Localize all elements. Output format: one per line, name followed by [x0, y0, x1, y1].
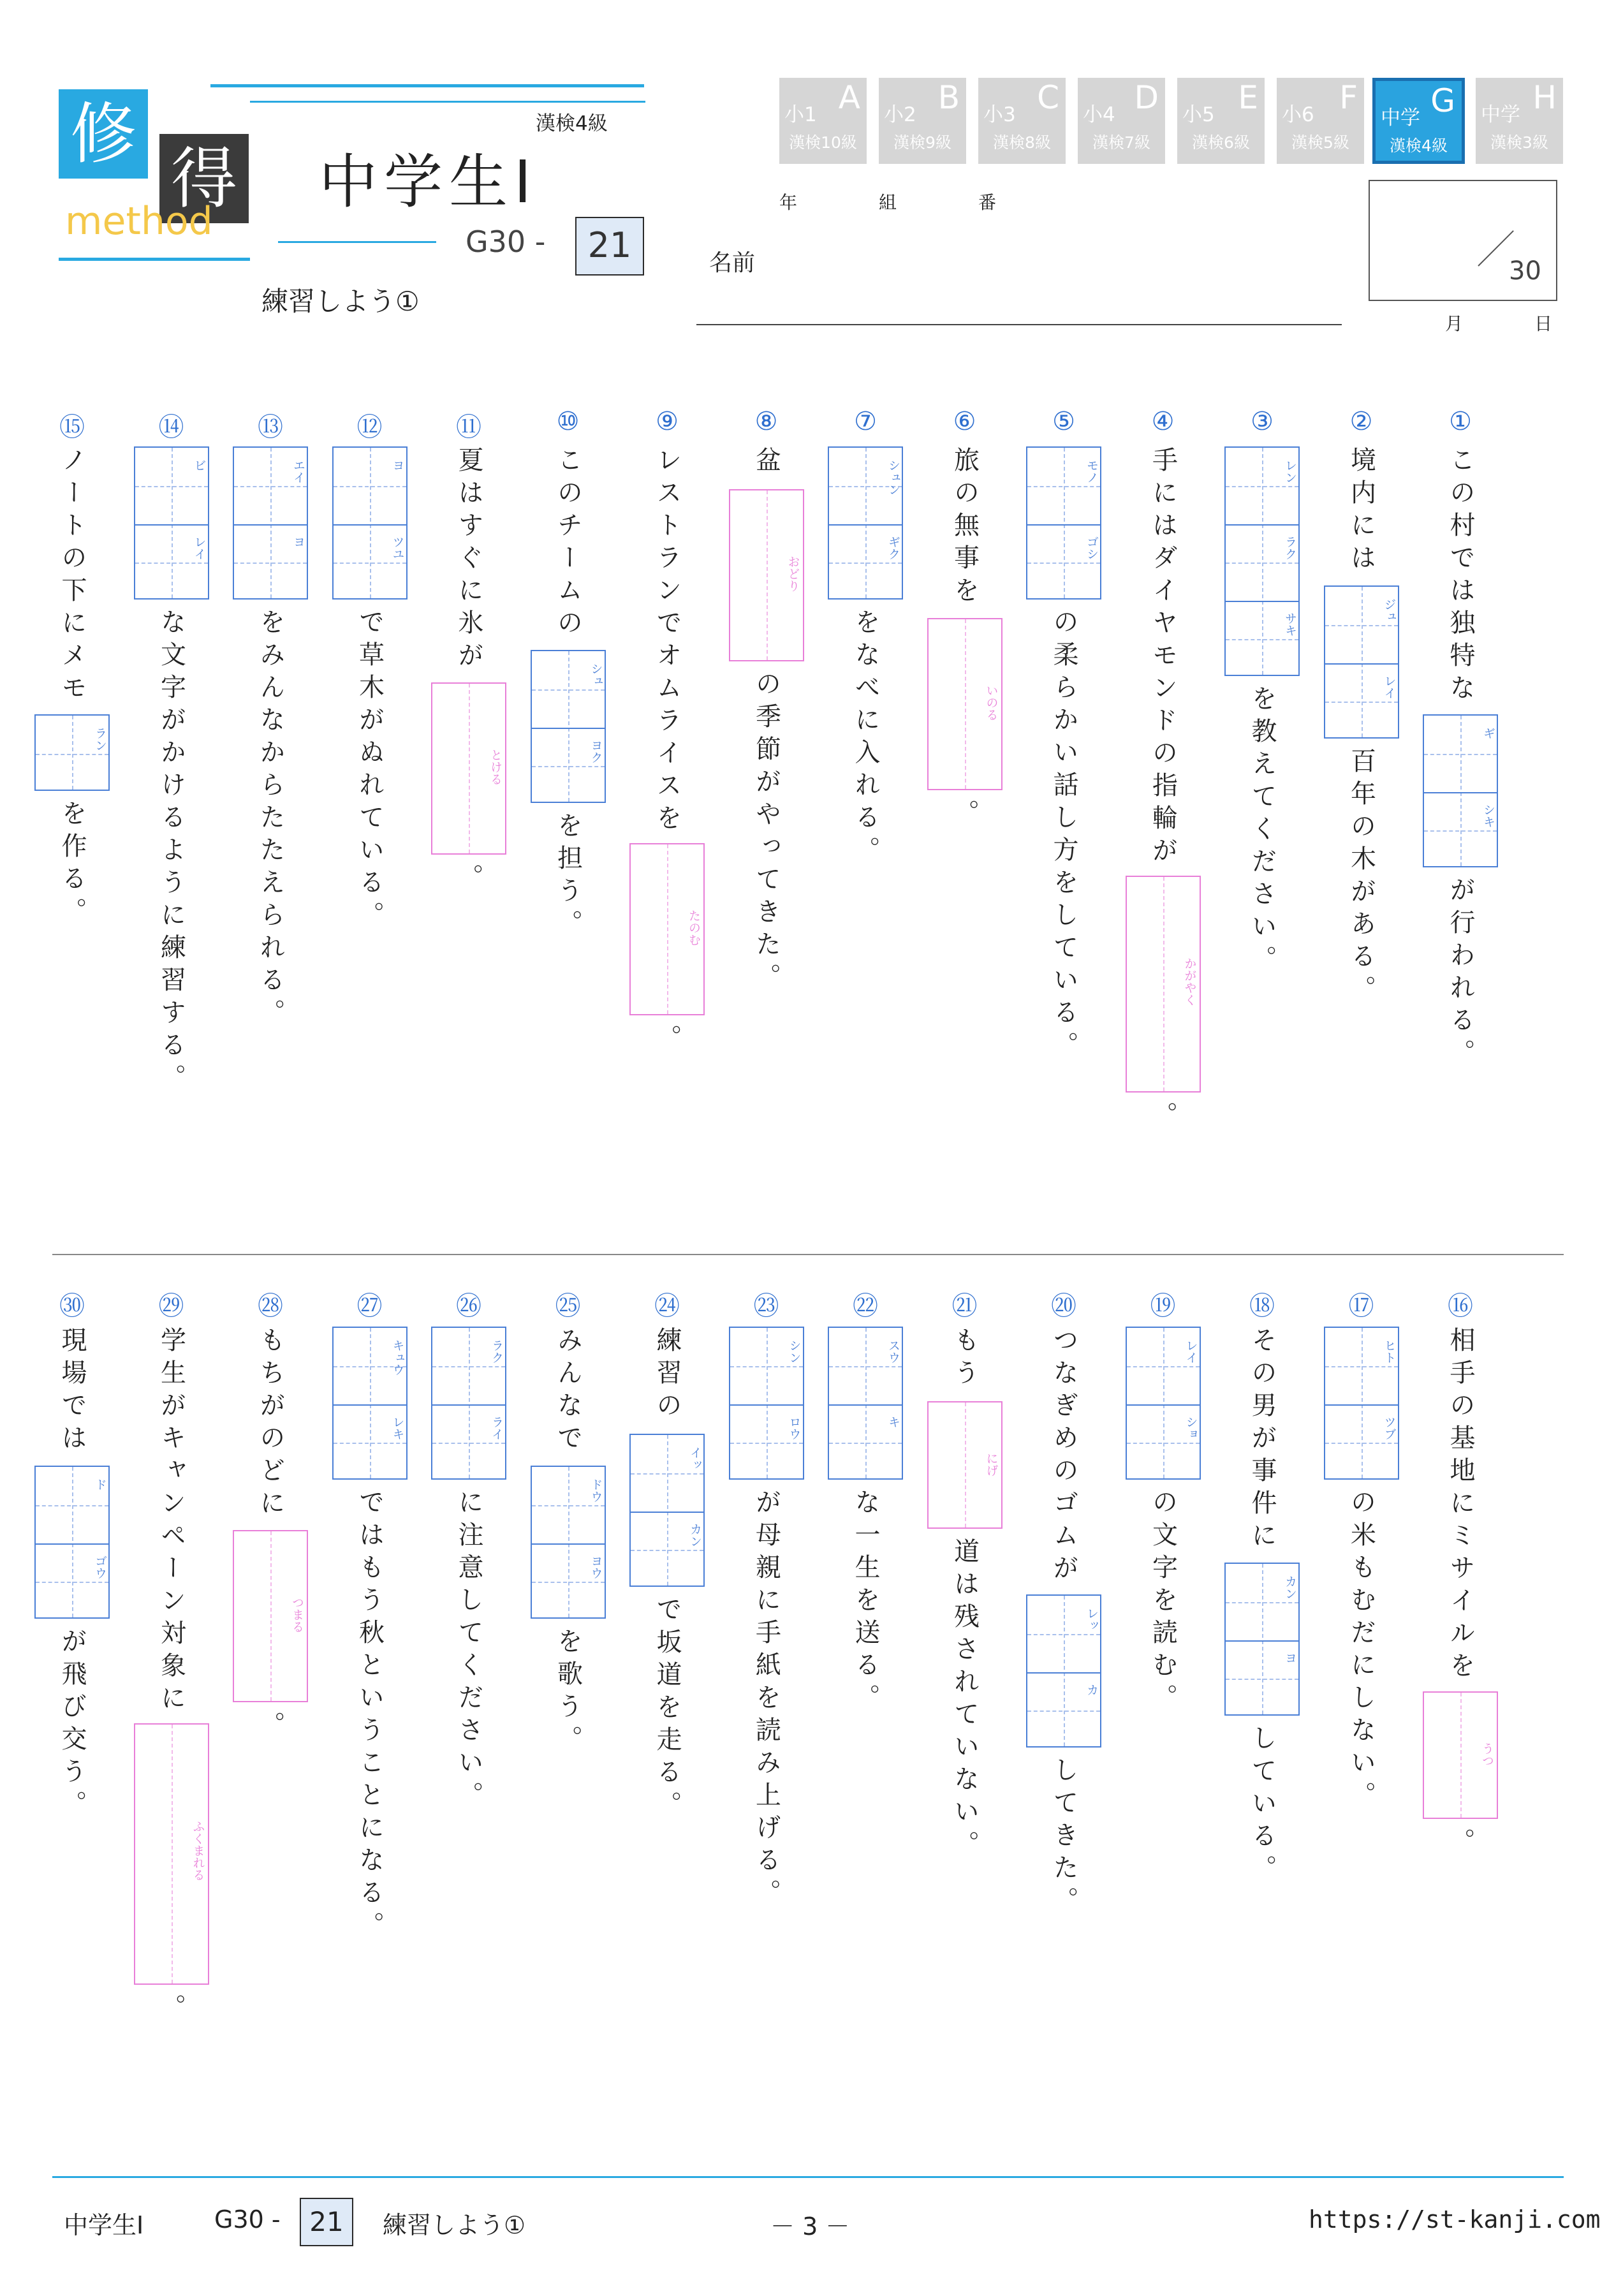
question-number: ⑯ — [1448, 1292, 1473, 1321]
header-rule-top-2 — [250, 101, 645, 103]
answer-box-kanji[interactable] — [233, 446, 308, 600]
cell-divider — [532, 728, 605, 729]
guide-line — [334, 486, 406, 487]
cell-divider — [730, 1404, 803, 1406]
guide-line — [432, 1443, 505, 1444]
reading-hint: レイ — [1382, 675, 1397, 699]
question-number: ㉖ — [456, 1292, 481, 1321]
reading-hint: ド — [93, 1478, 107, 1490]
question-text-before: 練習の — [652, 1327, 682, 1424]
question-text-after: 百年の木がある。 — [1346, 747, 1376, 1008]
cell-divider — [1424, 792, 1497, 793]
reading-hint: にげ — [984, 1452, 999, 1476]
answer-box-kanji[interactable] — [531, 1466, 606, 1619]
cell-divider — [1226, 524, 1298, 526]
guide-line — [1325, 1366, 1398, 1367]
guide-line — [1027, 486, 1100, 487]
guide-line — [865, 1328, 867, 1478]
guide-line — [135, 486, 208, 487]
reading-hint: たのむ — [687, 909, 701, 946]
guide-line — [469, 684, 470, 853]
worksheet-subtitle: 練習しよう① — [261, 286, 420, 317]
guide-line — [135, 563, 208, 564]
guide-line — [172, 1725, 173, 1983]
question-number: ㉘ — [258, 1292, 283, 1321]
cell-divider — [1127, 1404, 1200, 1406]
reading-hint: レン — [1283, 459, 1297, 483]
guide-line — [532, 766, 605, 767]
question-text-after: をみんなからたたえられる。 — [256, 608, 285, 1031]
question-number: ㉒ — [853, 1292, 878, 1321]
question-text-after: な文字がかけるように練習する。 — [156, 608, 186, 1096]
reading-hint: ヨウ — [589, 1555, 603, 1579]
guide-line — [1424, 830, 1497, 832]
question-text-after: が母親に手紙を読み上げる。 — [751, 1489, 781, 1911]
cell-divider — [1325, 663, 1398, 665]
guide-line — [270, 1531, 272, 1701]
guide-line — [36, 1582, 108, 1583]
answer-box-kana[interactable] — [233, 1530, 308, 1702]
question-text-before: この村では独特な — [1446, 446, 1475, 707]
reading-hint: ツユ — [390, 536, 405, 560]
question-text-after: に注意してください。 — [454, 1489, 483, 1814]
month-label: 月 — [1445, 313, 1464, 334]
reading-hint: レイ — [192, 536, 207, 560]
reading-hint: ジュ — [1382, 598, 1397, 622]
guide-line — [1064, 448, 1065, 598]
reading-hint: うつ — [1480, 1742, 1494, 1767]
question-text-after: が飛び交う。 — [57, 1628, 87, 1823]
cell-divider — [1226, 1640, 1298, 1642]
guide-line — [865, 448, 867, 598]
name-field[interactable] — [696, 324, 1342, 325]
answer-box-kanji[interactable] — [1224, 446, 1300, 676]
class-label: 組 — [879, 192, 897, 213]
reading-hint: レキ — [390, 1416, 405, 1440]
reading-hint: ヨ — [390, 459, 405, 471]
question-number: ① — [1449, 407, 1472, 436]
reading-hint: スウ — [886, 1339, 900, 1364]
question-number: ㉙ — [158, 1292, 184, 1321]
guide-line — [1262, 448, 1263, 675]
question-number: ④ — [1151, 407, 1175, 436]
guide-line — [1163, 1328, 1164, 1478]
guide-line — [829, 563, 902, 564]
guide-line — [829, 1443, 902, 1444]
reading-hint: ギク — [886, 536, 900, 560]
question-number: ⑥ — [953, 407, 976, 436]
guide-line — [1226, 563, 1298, 564]
question-number: ⑮ — [59, 413, 85, 442]
guide-line — [36, 754, 108, 755]
question-text-after: 。 — [950, 798, 980, 832]
reading-hint: ラク — [1283, 536, 1297, 560]
guide-line — [667, 1435, 668, 1586]
answer-box-kanji[interactable] — [34, 1466, 110, 1619]
grade-tab-a[interactable]: 小1 A 漢検10級 — [779, 78, 867, 164]
code-number: 21 — [575, 217, 644, 276]
cell-divider — [36, 1543, 108, 1545]
reading-hint: キ — [886, 1416, 900, 1428]
question-text-before: レストランでオムライスを — [652, 446, 682, 837]
question-text-after: 。 — [256, 1711, 285, 1744]
guide-line — [767, 1328, 768, 1478]
question-text-after: ではもう秋ということになる。 — [355, 1489, 385, 1944]
guide-line — [1064, 1596, 1065, 1746]
question-number: ⑪ — [456, 413, 481, 442]
question-text-before: 盆 — [751, 446, 781, 479]
question-number: ㉓ — [753, 1292, 779, 1321]
reading-hint: シン — [787, 1339, 802, 1364]
question-text-before: 境内には — [1346, 446, 1376, 577]
question-text-after: な一生を送る。 — [851, 1489, 880, 1716]
guide-line — [631, 1550, 703, 1551]
guide-line — [234, 486, 307, 487]
reading-hint: シュン — [886, 459, 900, 496]
reading-hint: シキ — [1481, 804, 1495, 828]
reading-hint: キュウ — [390, 1339, 405, 1376]
score-total: 30 — [1509, 256, 1541, 286]
question-number: ㉕ — [555, 1292, 581, 1321]
answer-box-kanji[interactable] — [1324, 1327, 1399, 1480]
question-number: ② — [1349, 407, 1373, 436]
grade-tab-f[interactable]: 小6 F 漢検5級 — [1277, 78, 1364, 164]
score-box[interactable] — [1369, 180, 1557, 301]
guide-line — [1424, 754, 1497, 755]
reading-hint: ラク — [490, 1339, 504, 1364]
answer-box-kanji[interactable] — [629, 1434, 705, 1587]
grade-tab-b[interactable]: 小2 B 漢検9級 — [879, 78, 966, 164]
answer-box-kanji[interactable] — [729, 1327, 804, 1480]
number-label: 番 — [978, 192, 997, 213]
reading-hint: かがやく — [1182, 957, 1197, 1006]
question-text-after: を歌う。 — [553, 1628, 583, 1758]
question-text-before: もう — [950, 1327, 980, 1392]
reading-hint: ヨ — [291, 536, 305, 548]
answer-box-kanji[interactable] — [332, 1327, 408, 1480]
logo-char-1: 修 — [59, 89, 148, 179]
guide-line — [1325, 625, 1398, 626]
grade-tab-h[interactable]: 中学 H 漢検3級 — [1476, 78, 1563, 164]
answer-box-kana[interactable] — [629, 843, 705, 1015]
cell-divider — [1226, 601, 1298, 602]
answer-box-kanji[interactable] — [531, 650, 606, 803]
question-number: ⑤ — [1052, 407, 1075, 436]
guide-line — [270, 448, 272, 598]
guide-line — [730, 1366, 803, 1367]
guide-line — [432, 1366, 505, 1367]
question-number: ⑬ — [258, 413, 283, 442]
question-number: ⑳ — [1051, 1292, 1076, 1321]
reading-hint: ロウ — [787, 1416, 802, 1440]
question-text-before: もちがのどに — [256, 1327, 285, 1522]
question-number: ⑧ — [754, 407, 778, 436]
question-text-after: をなべに入れる。 — [851, 608, 880, 869]
section-divider — [52, 1254, 1564, 1255]
answer-box-kanji[interactable] — [1026, 446, 1101, 600]
guide-line — [1262, 1564, 1263, 1714]
question-text-after: 。 — [1148, 1101, 1178, 1134]
reading-hint: おどり — [786, 555, 800, 592]
code-prefix: G30 - — [466, 224, 546, 259]
guide-line — [1226, 1602, 1298, 1603]
question-text-before: 学生がキャンペーン対象に — [156, 1327, 186, 1717]
guide-line — [767, 490, 768, 660]
guide-line — [370, 448, 371, 598]
answer-box-kanji[interactable] — [828, 446, 903, 600]
question-number: ⑲ — [1150, 1292, 1176, 1321]
cell-divider — [829, 524, 902, 526]
reading-hint: ラン — [93, 727, 107, 751]
question-number: ㉗ — [356, 1292, 383, 1321]
guide-line — [1127, 1443, 1200, 1444]
question-number: ⑩ — [556, 407, 580, 436]
question-text-before: みんなで — [553, 1327, 583, 1457]
reading-hint: イッ — [688, 1446, 702, 1471]
cell-divider — [334, 524, 406, 526]
question-number: ㉚ — [59, 1292, 85, 1321]
reading-hint: とける — [488, 748, 503, 785]
question-number: ③ — [1251, 407, 1274, 436]
reading-hint: ビ — [192, 459, 207, 471]
question-number: ⑱ — [1249, 1292, 1275, 1321]
guide-line — [334, 1443, 406, 1444]
question-text-after: を教えてください。 — [1247, 685, 1277, 978]
grade-tab-g[interactable]: 中学 G 漢検4級 — [1372, 78, 1465, 164]
reading-hint: ドウ — [589, 1478, 603, 1503]
question-text-after: の季節がやってきた。 — [751, 670, 781, 996]
grade-tab-e[interactable]: 小5 E 漢検6級 — [1177, 78, 1265, 164]
reading-hint: カン — [1283, 1575, 1297, 1600]
reading-hint: ふくまれる — [191, 1820, 205, 1881]
guide-line — [568, 651, 569, 802]
answer-box-kanji[interactable] — [431, 1327, 506, 1480]
cell-divider — [1325, 1404, 1398, 1406]
reading-hint: エイ — [291, 459, 305, 483]
cell-divider — [532, 1543, 605, 1545]
guide-line — [1362, 587, 1363, 737]
guide-line — [667, 844, 668, 1014]
question-number: ⑫ — [356, 413, 383, 442]
page-number: － 3 － — [770, 2212, 850, 2241]
guide-line — [1127, 1366, 1200, 1367]
reading-hint: カ — [1085, 1684, 1099, 1696]
guide-line — [568, 1467, 569, 1617]
question-text-before: このチームの — [553, 446, 583, 642]
question-number: ⑰ — [1348, 1292, 1374, 1321]
question-text-after: で草木がぬれている。 — [355, 608, 385, 934]
footer-title: 中学生Ⅰ — [64, 2211, 144, 2239]
answer-box-kana[interactable] — [431, 682, 506, 855]
guide-line — [1325, 702, 1398, 703]
guide-line — [72, 716, 73, 790]
cell-divider — [631, 1512, 703, 1513]
question-number: ⑨ — [656, 407, 679, 436]
footer-rule — [52, 2176, 1564, 2178]
question-text-after: してきた。 — [1049, 1756, 1078, 1919]
header-rule-mid — [278, 241, 436, 243]
question-text-after: を作る。 — [57, 800, 87, 930]
answer-box-kana[interactable] — [927, 618, 1002, 790]
answer-box-kanji[interactable] — [1126, 1327, 1201, 1480]
guide-line — [965, 1402, 966, 1527]
guide-line — [1460, 1693, 1462, 1818]
question-text-before: ノートの下にメモ — [57, 446, 87, 707]
question-text-after: の文字を読む。 — [1148, 1489, 1178, 1716]
guide-line — [172, 448, 173, 598]
reading-hint: ツブ — [1382, 1416, 1397, 1440]
level-label: 漢検4級 — [536, 112, 608, 135]
answer-box-kana[interactable] — [134, 1723, 209, 1985]
guide-line — [370, 1328, 371, 1478]
question-text-after: の米もむだにしない。 — [1346, 1489, 1376, 1814]
question-number: ㉔ — [654, 1292, 680, 1321]
question-text-before: 相手の基地にミサイルを — [1446, 1327, 1475, 1684]
question-text-after: が行われる。 — [1446, 876, 1475, 1071]
question-text-after: 道は残されていない。 — [950, 1538, 980, 1863]
cell-divider — [234, 524, 307, 526]
guide-line — [1027, 1634, 1100, 1635]
logo-char-2: 得 — [159, 134, 249, 223]
grade-tab-d[interactable]: 小4 D 漢検7級 — [1078, 78, 1165, 164]
logo-sub: method — [65, 199, 213, 244]
guide-line — [1027, 1711, 1100, 1712]
answer-box-kana[interactable] — [927, 1401, 1002, 1529]
cell-divider — [1027, 1672, 1100, 1674]
reading-hint: ギ — [1481, 727, 1495, 739]
guide-line — [965, 619, 966, 789]
question-number: ⑦ — [854, 407, 877, 436]
reading-hint: モノ — [1085, 459, 1099, 483]
question-text-before: つなぎめのゴムが — [1049, 1327, 1078, 1587]
question-text-before: 手にはダイヤモンドの指輪が — [1148, 446, 1178, 869]
cell-divider — [334, 1404, 406, 1406]
reading-hint: つまる — [290, 1596, 304, 1633]
question-text-after: 。 — [1446, 1827, 1475, 1860]
question-text-before: 夏はすぐに氷が — [454, 446, 483, 674]
reading-hint: ゴウ — [93, 1555, 107, 1579]
name-label: 名前 — [709, 250, 756, 276]
question-text-before: その男が事件に — [1247, 1327, 1277, 1554]
header-rule-top — [210, 84, 644, 87]
answer-box-kana[interactable] — [1126, 876, 1201, 1093]
guide-line — [1226, 1679, 1298, 1680]
reading-hint: ヒト — [1382, 1339, 1397, 1364]
grade-tab-c[interactable]: 小3 C 漢検8級 — [978, 78, 1066, 164]
question-text-after: 。 — [454, 863, 483, 896]
guide-line — [532, 1582, 605, 1583]
guide-line — [1460, 716, 1462, 866]
cell-divider — [432, 1404, 505, 1406]
reading-hint: ショ — [1184, 1416, 1198, 1440]
answer-box-kana[interactable] — [729, 489, 804, 661]
question-text-before: 現場では — [57, 1327, 87, 1457]
answer-box-kanji[interactable] — [332, 446, 408, 600]
answer-box-kanji[interactable] — [1026, 1594, 1101, 1748]
answer-box-kanji[interactable] — [34, 714, 110, 791]
footer-code-prefix: G30 - — [214, 2205, 281, 2233]
cell-divider — [829, 1404, 902, 1406]
question-text-before: 旅の無事を — [950, 446, 980, 609]
site-url[interactable]: https://st-kanji.com — [1309, 2205, 1601, 2233]
answer-box-kanji[interactable] — [134, 446, 209, 600]
question-number: ㉑ — [951, 1292, 978, 1321]
answer-box-kanji[interactable] — [828, 1327, 903, 1480]
question-text-after: を担う。 — [553, 812, 583, 942]
guide-line — [1027, 563, 1100, 564]
cell-divider — [1027, 524, 1100, 526]
guide-line — [72, 1467, 73, 1617]
guide-line — [1226, 486, 1298, 487]
guide-line — [730, 1443, 803, 1444]
answer-box-kanji[interactable] — [1423, 714, 1498, 867]
question-text-after: の柔らかい話し方をしている。 — [1049, 608, 1078, 1064]
reading-hint: カン — [688, 1522, 702, 1547]
guide-line — [1362, 1328, 1363, 1478]
guide-line — [1226, 639, 1298, 640]
reading-hint: レイ — [1184, 1339, 1198, 1364]
reading-hint: サキ — [1283, 612, 1297, 637]
page-title: 中学生Ⅰ — [319, 148, 538, 216]
reading-hint: ゴシ — [1085, 536, 1099, 560]
reading-hint: レッ — [1085, 1607, 1099, 1631]
reading-hint: ライ — [490, 1416, 504, 1440]
reading-hint: シュ — [589, 663, 603, 687]
guide-line — [1325, 1443, 1398, 1444]
footer-code-number: 21 — [300, 2198, 353, 2246]
answer-box-kanji[interactable] — [1324, 585, 1399, 739]
header-rule-left — [59, 258, 250, 261]
question-number: ⑭ — [158, 413, 184, 442]
guide-line — [469, 1328, 470, 1478]
guide-line — [829, 1366, 902, 1367]
question-text-after: 。 — [156, 1994, 186, 2026]
guide-line — [234, 563, 307, 564]
guide-line — [334, 563, 406, 564]
guide-line — [532, 1505, 605, 1506]
guide-line — [631, 1473, 703, 1475]
footer-subtitle: 練習しよう① — [383, 2211, 526, 2239]
guide-line — [532, 689, 605, 691]
reading-hint: ヨク — [589, 739, 603, 763]
cell-divider — [135, 524, 208, 526]
answer-box-kanji[interactable] — [1224, 1563, 1300, 1716]
question-text-after: している。 — [1247, 1724, 1277, 1887]
question-text-after: 。 — [652, 1024, 682, 1057]
answer-box-kana[interactable] — [1423, 1691, 1498, 1819]
day-label: 日 — [1534, 313, 1553, 334]
reading-hint: ヨ — [1283, 1651, 1297, 1664]
question-text-after: で坂道を走る。 — [652, 1595, 682, 1823]
reading-hint: いのる — [984, 684, 999, 721]
guide-line — [36, 1505, 108, 1506]
year-label: 年 — [779, 192, 798, 213]
guide-line — [1163, 877, 1164, 1091]
